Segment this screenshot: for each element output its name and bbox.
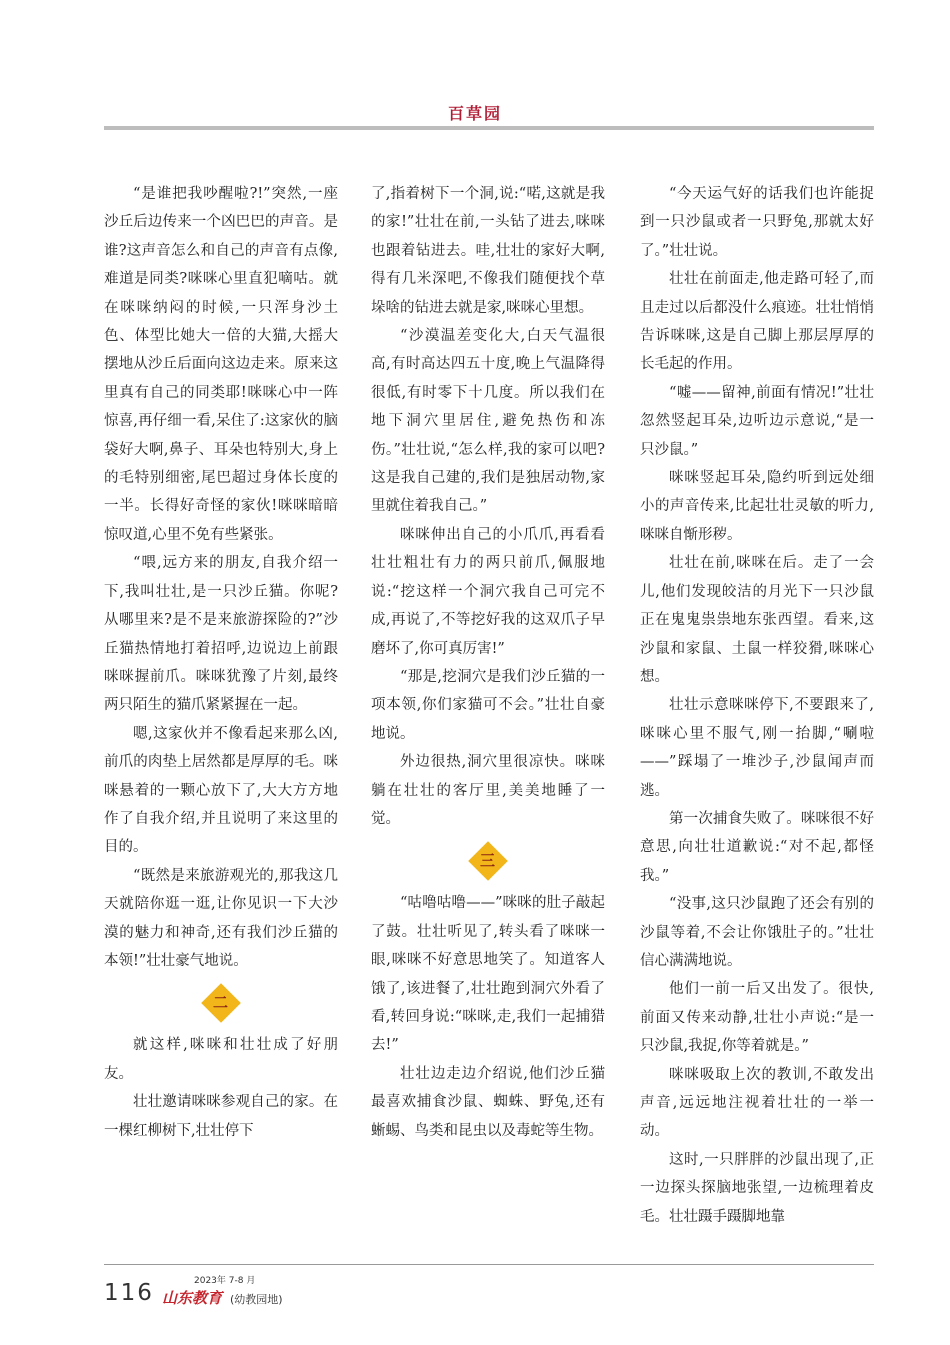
paragraph: 壮壮在前面走,他走路可轻了,而且走过以后都没什么痕迹。壮壮悄悄告诉咪咪,这是自己脚上那层厚厚的长毛起的作用。 <box>640 271 874 373</box>
text-column-3 <box>640 180 874 1231</box>
page-header-title: 百草园 <box>447 104 502 123</box>
paragraph: 了,指着树下一个洞,说:“喏,这就是我的家!”壮壮在前,一头钻了进去,咪咪也跟着钻进去。哇,壮壮的家好大啊,得有几米深吧,不像我们随便找个草垛啥的钻进去就是家,咪咪心里想。 <box>371 186 605 316</box>
magazine-logo: 山东教育 <box>162 1289 223 1307</box>
paragraph: “沙漠温差变化大,白天气温很高,有时高达四五十度,晚上气温降得很低,有时零下十几度。所以我们在地下洞穴里居住,避免热伤和冻伤。”壮壮说,“怎么样,我的家可以吧?这是我自己建的,我们是独居动物,家里就住着我自己。” <box>371 328 605 515</box>
paragraph: 他们一前一后又出发了。很快,前面又传来动静,壮壮小声说:“是一只沙鼠,我捉,你等着就是。” <box>640 981 874 1055</box>
paragraph: “咕噜咕噜——”咪咪的肚子敲起了鼓。壮壮听见了,转头看了咪咪一眼,咪咪不好意思地笑了。知道客人饿了,该进餐了,壮壮跑到洞穴外看了看,转回身说:“咪咪,走,我们一起捕猎去!” <box>371 895 605 1054</box>
header-divider <box>104 126 874 130</box>
paragraph: “那是,挖洞穴是我们沙丘猫的一项本领,你们家猫可不会。”壮壮自豪地说。 <box>371 668 605 742</box>
paragraph: 壮壮邀请咪咪参观自己的家。在一棵红柳树下,壮壮停下 <box>104 1094 338 1139</box>
paragraph: 嗯,这家伙并不像看起来那么凶,前爪的肉垫上居然都是厚厚的毛。咪咪悬着的一颗心放下了,大大方方地作了自我介绍,并且说明了来这里的目的。 <box>104 725 338 856</box>
text-column-2 <box>371 180 605 1145</box>
paragraph: 咪咪伸出自己的小爪爪,再看看壮壮粗壮有力的两只前爪,佩服地说:“挖这样一个洞穴我自己可完不成,再说了,不等挖好我的这双爪子早磨坏了,你可真厉害!” <box>371 526 605 657</box>
paragraph: 壮壮示意咪咪停下,不要跟来了,咪咪心里不服气,刚一抬脚,“唰啦——”踩塌了一堆沙子,沙鼠闻声而逃。 <box>640 697 874 799</box>
paragraph: “没事,这只沙鼠跑了还会有别的沙鼠等着,不会让你饿肚子的。”壮壮信心满满地说。 <box>640 896 874 969</box>
paragraph: 外边很热,洞穴里很凉快。咪咪躺在壮壮的客厅里,美美地睡了一觉。 <box>371 754 605 827</box>
section-marker-two <box>104 975 338 1031</box>
text-column-1 <box>104 180 338 1145</box>
diamond-badge-icon <box>201 984 241 1024</box>
page-number: 116 <box>104 1280 154 1306</box>
section-marker-three <box>371 833 605 889</box>
paragraph: 壮壮在前,咪咪在后。走了一会儿,他们发现皎洁的月光下一只沙鼠正在鬼鬼祟祟地东张西望。看来,这沙鼠和家鼠、土鼠一样狡猾,咪咪心想。 <box>640 555 874 685</box>
section-number: 三 <box>480 852 496 871</box>
paragraph: “嘘——留神,前面有情况!”壮壮忽然竖起耳朵,边听边示意说,“是一只沙鼠。” <box>640 384 874 458</box>
paragraph: “喂,远方来的朋友,自我介绍一下,我叫壮壮,是一只沙丘猫。你呢?从哪里来?是不是来旅游探险的?”沙丘猫热情地打着招呼,边说边上前跟咪咪握前爪。咪咪犹豫了片刻,最终两只陌生的猫爪紧紧握在一起。 <box>104 555 338 714</box>
paragraph: “是谁把我吵醒啦?!”突然,一座沙丘后边传来一个凶巴巴的声音。是谁?这声音怎么和自己的声音有点像,难道是同类?咪咪心里直犯嘀咕。就在咪咪纳闷的时候,一只浑身沙土色、体型比她大一倍的大猫,大摇大摆地从沙丘后面向这边走来。原来这里真有自己的同类耶!咪咪心中一阵惊喜,再仔细一看,呆住了:这家伙的脑袋好大啊,鼻子、耳朵也特别大,身上的毛特别细密,尾巴超过身体长度的一半。长得好奇怪的家伙!咪咪暗暗惊叹道,心里不免有些紧张。 <box>104 186 338 543</box>
magazine-section-name: (幼教园地) <box>230 1293 283 1306</box>
paragraph: 咪咪竖起耳朵,隐约听到远处细小的声音传来,比起壮壮灵敏的听力,咪咪自惭形秽。 <box>640 470 874 543</box>
footer-divider <box>104 1264 874 1265</box>
paragraph: 咪咪吸取上次的教训,不敢发出声音,远远地注视着壮壮的一举一动。 <box>640 1066 874 1140</box>
paragraph: “既然是来旅游观光的,那我这几天就陪你逛一逛,让你见识一下大沙漠的魅力和神奇,还有我们沙丘猫的本领!”壮壮豪气地说。 <box>104 867 338 969</box>
paragraph: 第一次捕食失败了。咪咪很不好意思,向壮壮道歉说:“对不起,都怪我。” <box>640 810 874 884</box>
paragraph: “今天运气好的话我们也许能捉到一只沙鼠或者一只野兔,那就太好了。”壮壮说。 <box>640 186 874 259</box>
section-number: 二 <box>213 994 229 1013</box>
paragraph: 壮壮边走边介绍说,他们沙丘猫最喜欢捕食沙鼠、蜘蛛、野兔,还有蜥蜴、鸟类和昆虫以及毒蛇等生物。 <box>371 1065 605 1139</box>
issue-date: 2023年 7-8 月 <box>194 1276 256 1286</box>
diamond-badge-icon <box>468 842 508 882</box>
paragraph: 这时,一只胖胖的沙鼠出现了,正一边探头探脑地张望,一边梳理着皮毛。壮壮蹑手蹑脚地靠 <box>640 1151 874 1225</box>
paragraph: 就这样,咪咪和壮壮成了好朋友。 <box>104 1037 338 1082</box>
